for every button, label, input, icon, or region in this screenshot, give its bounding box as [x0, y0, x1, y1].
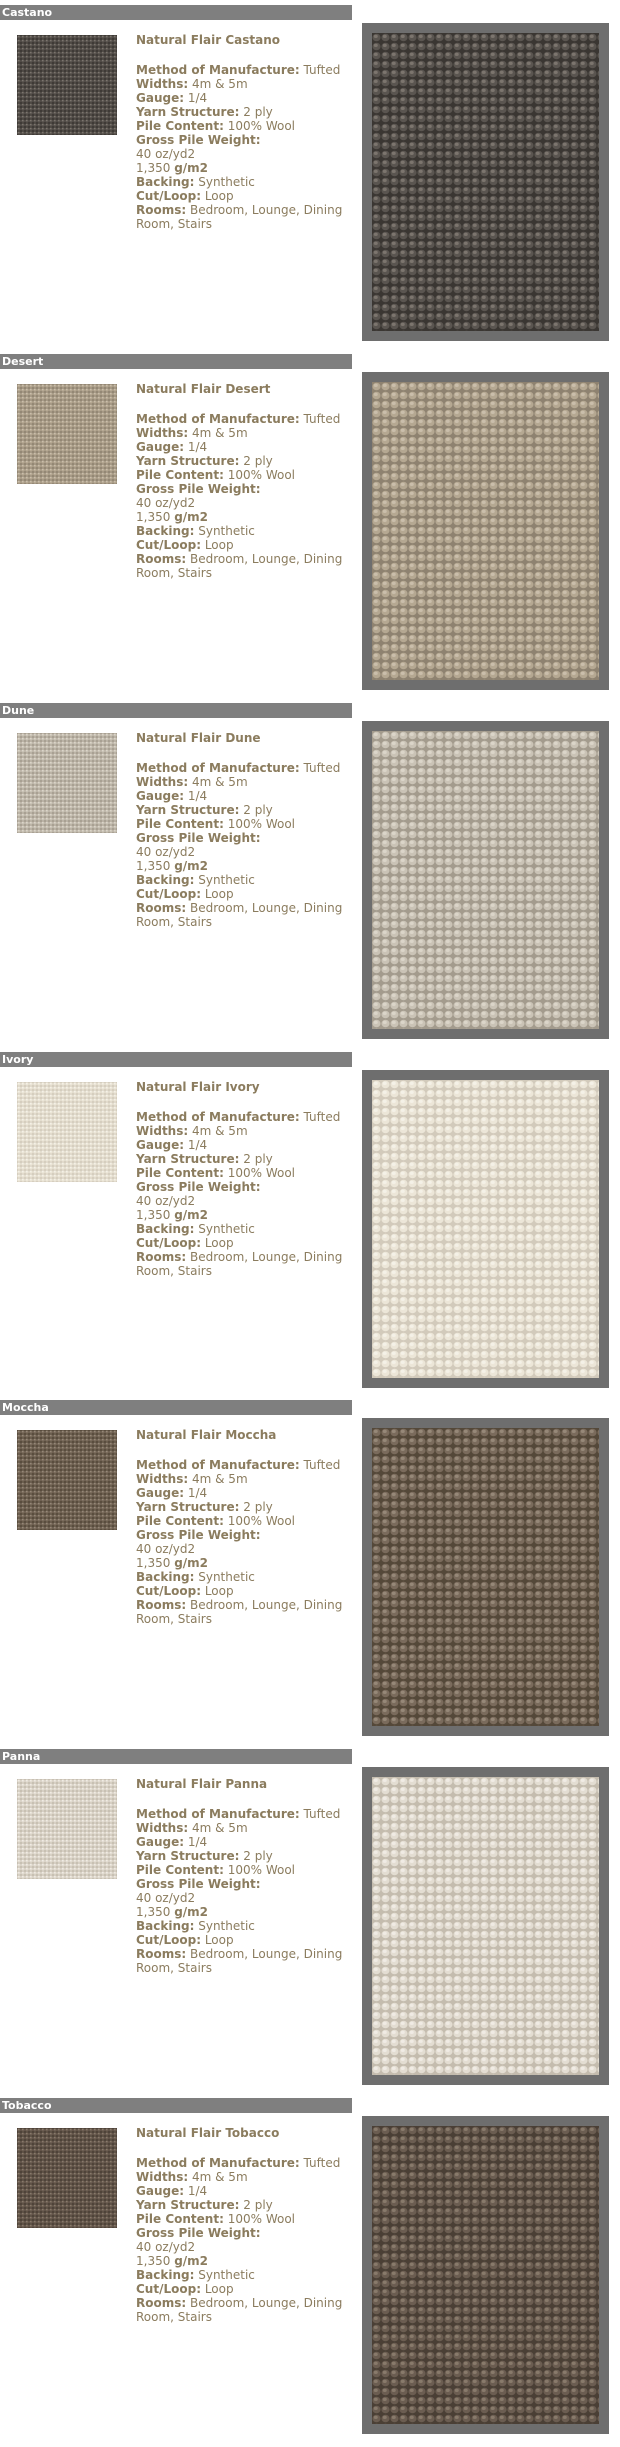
product-photo[interactable] — [372, 2126, 599, 2424]
spec-rooms — [136, 203, 351, 231]
product-thumbnail[interactable] — [17, 384, 117, 484]
spec-weight-oz: 40 oz/yd2 — [136, 1542, 196, 1556]
product-header: Desert — [0, 354, 352, 369]
spec-label: Cut/Loop: — [136, 2282, 201, 2296]
product-thumbnail[interactable] — [17, 1430, 117, 1530]
spec-rooms — [136, 1250, 351, 1278]
spec-label: Rooms: — [136, 552, 187, 566]
spec-value: 1,350 — [136, 510, 171, 524]
knit-texture — [17, 384, 117, 484]
knit-texture — [372, 1080, 599, 1378]
spec-weight-oz: 40 oz/yd2 — [136, 147, 196, 161]
spec-value: Bedroom, Lounge, Dining Room, Stairs — [136, 2296, 343, 2324]
product-title: Natural Flair Dune — [136, 731, 261, 745]
spec-value: 100% Wool — [227, 1514, 296, 1528]
product-section-castano — [0, 5, 620, 353]
spec-weight — [136, 1528, 351, 1542]
spec-value: Tufted — [303, 412, 341, 426]
spec-gauge — [136, 789, 351, 803]
spec-value: Bedroom, Lounge, Dining Room, Stairs — [136, 1250, 343, 1278]
spec-label: Pile Content: — [136, 119, 224, 133]
spec-backing — [136, 1222, 351, 1236]
spec-value: Synthetic — [198, 2268, 255, 2282]
spec-label: Backing: — [136, 1919, 195, 1933]
spec-gauge — [136, 1486, 351, 1500]
spec-backing — [136, 524, 351, 538]
spec-label: Cut/Loop: — [136, 1236, 201, 1250]
spec-unit: g/m2 — [174, 1208, 209, 1222]
spec-value: Bedroom, Lounge, Dining Room, Stairs — [136, 552, 343, 580]
spec-value: 100% Wool — [227, 119, 296, 133]
spec-value: 4m & 5m — [192, 1472, 248, 1486]
spec-label: Backing: — [136, 873, 195, 887]
spec-weight — [136, 2226, 351, 2240]
spec-backing — [136, 1919, 351, 1933]
product-title: Natural Flair Panna — [136, 1777, 268, 1791]
spec-label: Gross Pile Weight: — [136, 1180, 261, 1194]
spec-label: Gauge: — [136, 2184, 185, 2198]
spec-pile — [136, 1166, 351, 1180]
spec-label: Backing: — [136, 175, 195, 189]
spec-label: Cut/Loop: — [136, 189, 201, 203]
knit-texture — [17, 1430, 117, 1530]
carpet-swatch-large — [372, 2126, 599, 2424]
spec-value: 1,350 — [136, 859, 171, 873]
spec-label: Gauge: — [136, 1486, 185, 1500]
spec-value: 1,350 — [136, 1905, 171, 1919]
carpet-swatch-thumbnail — [17, 1082, 117, 1182]
spec-value: 2 ply — [243, 1152, 273, 1166]
carpet-swatch-large — [372, 1080, 599, 1378]
spec-value: Tufted — [303, 761, 341, 775]
spec-unit: g/m2 — [174, 1556, 209, 1570]
spec-label: Yarn Structure: — [136, 1500, 240, 1514]
spec-label: Gross Pile Weight: — [136, 1877, 261, 1891]
spec-value: Tufted — [303, 1110, 341, 1124]
product-photo-frame — [362, 372, 609, 690]
spec-label: Cut/Loop: — [136, 1584, 201, 1598]
product-thumbnail[interactable] — [17, 2128, 117, 2228]
spec-value: 1,350 — [136, 161, 171, 175]
spec-label: Backing: — [136, 2268, 195, 2282]
spec-weight — [136, 482, 351, 496]
spec-value: 100% Wool — [227, 817, 296, 831]
spec-weight-gm2 — [136, 1556, 351, 1570]
spec-widths — [136, 77, 351, 91]
knit-texture — [17, 733, 117, 833]
product-photo-frame — [362, 721, 609, 1039]
spec-label: Method of Manufacture: — [136, 1458, 300, 1472]
knit-texture — [17, 1082, 117, 1182]
spec-label: Cut/Loop: — [136, 887, 201, 901]
spec-weight — [136, 133, 351, 147]
spec-value: 1,350 — [136, 1208, 171, 1222]
product-thumbnail[interactable] — [17, 35, 117, 135]
carpet-swatch-large — [372, 1777, 599, 2075]
product-info — [136, 731, 351, 929]
spec-value: 4m & 5m — [192, 426, 248, 440]
spec-rooms — [136, 2296, 351, 2324]
spec-value: 2 ply — [243, 1500, 273, 1514]
product-title: Natural Flair Desert — [136, 382, 271, 396]
spec-label: Gross Pile Weight: — [136, 1528, 261, 1542]
spec-weight — [136, 1180, 351, 1194]
spec-weight-oz: 40 oz/yd2 — [136, 496, 196, 510]
spec-weight-oz: 40 oz/yd2 — [136, 1891, 196, 1905]
spec-yarn — [136, 1849, 351, 1863]
spec-label: Gross Pile Weight: — [136, 831, 261, 845]
spec-value: Bedroom, Lounge, Dining Room, Stairs — [136, 1598, 343, 1626]
product-photo-frame — [362, 1767, 609, 2085]
spec-label: Yarn Structure: — [136, 803, 240, 817]
spec-weight-oz: 40 oz/yd2 — [136, 1194, 196, 1208]
spec-value: 2 ply — [243, 454, 273, 468]
spec-label: Rooms: — [136, 2296, 187, 2310]
spec-label: Backing: — [136, 1222, 195, 1236]
spec-value: Tufted — [303, 1807, 341, 1821]
spec-widths — [136, 1472, 351, 1486]
spec-label: Yarn Structure: — [136, 1152, 240, 1166]
product-thumbnail[interactable] — [17, 1082, 117, 1182]
spec-label: Rooms: — [136, 1947, 187, 1961]
product-header: Castano — [0, 5, 352, 20]
spec-label: Method of Manufacture: — [136, 2156, 300, 2170]
spec-gauge — [136, 1138, 351, 1152]
spec-weight-gm2 — [136, 1208, 351, 1222]
spec-value: 1/4 — [187, 91, 208, 105]
spec-value: 1,350 — [136, 1556, 171, 1570]
spec-value: 4m & 5m — [192, 775, 248, 789]
product-section-dune — [0, 703, 620, 1051]
product-photo[interactable] — [372, 731, 599, 1029]
spec-label: Gross Pile Weight: — [136, 482, 261, 496]
product-photo-frame — [362, 1418, 609, 1736]
spec-label: Pile Content: — [136, 1514, 224, 1528]
spec-value: 2 ply — [243, 1849, 273, 1863]
spec-unit: g/m2 — [174, 161, 209, 175]
spec-label: Rooms: — [136, 1250, 187, 1264]
spec-yarn — [136, 1500, 351, 1514]
spec-weight — [136, 1877, 351, 1891]
spec-label: Gauge: — [136, 91, 185, 105]
spec-value: 1/4 — [187, 789, 208, 803]
spec-value: 4m & 5m — [192, 2170, 248, 2184]
spec-backing — [136, 1570, 351, 1584]
spec-manufacture — [136, 761, 351, 775]
product-photo[interactable] — [372, 1080, 599, 1378]
spec-manufacture — [136, 2156, 351, 2170]
spec-label: Widths: — [136, 1124, 189, 1138]
spec-label: Widths: — [136, 1472, 189, 1486]
spec-label: Yarn Structure: — [136, 2198, 240, 2212]
spec-label: Widths: — [136, 2170, 189, 2184]
spec-cutloop — [136, 1236, 351, 1250]
spec-rooms — [136, 1947, 351, 1975]
knit-texture — [372, 382, 599, 680]
product-header: Tobacco — [0, 2098, 352, 2113]
spec-yarn — [136, 2198, 351, 2212]
spec-yarn — [136, 803, 351, 817]
spec-label: Gross Pile Weight: — [136, 2226, 261, 2240]
spec-value: Loop — [204, 1584, 234, 1598]
spec-pile — [136, 119, 351, 133]
spec-value: Synthetic — [198, 175, 255, 189]
spec-label: Gauge: — [136, 440, 185, 454]
spec-label: Method of Manufacture: — [136, 1807, 300, 1821]
spec-value: Synthetic — [198, 873, 255, 887]
spec-label: Yarn Structure: — [136, 105, 240, 119]
spec-weight-gm2 — [136, 510, 351, 524]
spec-label: Method of Manufacture: — [136, 761, 300, 775]
spec-value: 100% Wool — [227, 2212, 296, 2226]
spec-weight-gm2 — [136, 1905, 351, 1919]
spec-label: Gauge: — [136, 789, 185, 803]
spec-value: Synthetic — [198, 1919, 255, 1933]
spec-widths — [136, 426, 351, 440]
spec-gauge — [136, 440, 351, 454]
spec-unit: g/m2 — [174, 859, 209, 873]
product-photo-frame — [362, 2116, 609, 2434]
product-info — [136, 1080, 351, 1278]
spec-value: 1/4 — [187, 1138, 208, 1152]
spec-pile — [136, 2212, 351, 2226]
spec-value: Bedroom, Lounge, Dining Room, Stairs — [136, 901, 343, 929]
spec-weight-oz: 40 oz/yd2 — [136, 2240, 196, 2254]
spec-weight-gm2 — [136, 859, 351, 873]
spec-cutloop — [136, 887, 351, 901]
carpet-swatch-thumbnail — [17, 1430, 117, 1530]
spec-value: Synthetic — [198, 524, 255, 538]
product-title: Natural Flair Castano — [136, 33, 281, 47]
spec-value: Tufted — [303, 1458, 341, 1472]
spec-label: Rooms: — [136, 1598, 187, 1612]
knit-texture — [17, 2128, 117, 2228]
spec-value: 4m & 5m — [192, 1821, 248, 1835]
spec-value: 1/4 — [187, 2184, 208, 2198]
spec-gauge — [136, 91, 351, 105]
spec-value: 1/4 — [187, 440, 208, 454]
spec-pile — [136, 817, 351, 831]
spec-label: Method of Manufacture: — [136, 63, 300, 77]
product-photo[interactable] — [372, 1777, 599, 2075]
spec-manufacture — [136, 1458, 351, 1472]
spec-widths — [136, 1821, 351, 1835]
spec-pile — [136, 468, 351, 482]
spec-label: Rooms: — [136, 203, 187, 217]
product-info — [136, 33, 351, 231]
product-header: Dune — [0, 703, 352, 718]
spec-widths — [136, 1124, 351, 1138]
spec-label: Gross Pile Weight: — [136, 133, 261, 147]
spec-value: Tufted — [303, 2156, 341, 2170]
spec-label: Pile Content: — [136, 817, 224, 831]
spec-value: 1/4 — [187, 1835, 208, 1849]
product-thumbnail[interactable] — [17, 733, 117, 833]
spec-value: 1,350 — [136, 2254, 171, 2268]
product-info — [136, 1428, 351, 1626]
spec-label: Widths: — [136, 775, 189, 789]
spec-label: Widths: — [136, 77, 189, 91]
product-thumbnail[interactable] — [17, 1779, 117, 1879]
spec-value: Loop — [204, 538, 234, 552]
spec-manufacture — [136, 412, 351, 426]
knit-texture — [372, 33, 599, 331]
carpet-swatch-thumbnail — [17, 2128, 117, 2228]
spec-gauge — [136, 1835, 351, 1849]
spec-label: Pile Content: — [136, 1166, 224, 1180]
spec-label: Widths: — [136, 1821, 189, 1835]
knit-texture — [372, 1777, 599, 2075]
spec-rooms — [136, 901, 351, 929]
product-photo[interactable] — [372, 382, 599, 680]
spec-value: 100% Wool — [227, 1166, 296, 1180]
spec-label: Cut/Loop: — [136, 1933, 201, 1947]
spec-label: Gauge: — [136, 1835, 185, 1849]
spec-pile — [136, 1863, 351, 1877]
spec-label: Rooms: — [136, 901, 187, 915]
product-section-ivory — [0, 1052, 620, 1400]
spec-rooms — [136, 1598, 351, 1626]
spec-value: Loop — [204, 2282, 234, 2296]
spec-unit: g/m2 — [174, 2254, 209, 2268]
spec-weight-gm2 — [136, 2254, 351, 2268]
carpet-swatch-large — [372, 1428, 599, 1726]
spec-label: Pile Content: — [136, 1863, 224, 1877]
spec-value: Synthetic — [198, 1222, 255, 1236]
product-title: Natural Flair Moccha — [136, 1428, 277, 1442]
spec-backing — [136, 2268, 351, 2282]
spec-value: 2 ply — [243, 105, 273, 119]
spec-manufacture — [136, 1807, 351, 1821]
spec-cutloop — [136, 2282, 351, 2296]
spec-unit: g/m2 — [174, 1905, 209, 1919]
product-section-panna — [0, 1749, 620, 2097]
spec-widths — [136, 775, 351, 789]
product-photo[interactable] — [372, 1428, 599, 1726]
spec-label: Backing: — [136, 524, 195, 538]
spec-value: Loop — [204, 887, 234, 901]
knit-texture — [372, 1428, 599, 1726]
carpet-swatch-thumbnail — [17, 1779, 117, 1879]
knit-texture — [372, 2126, 599, 2424]
spec-yarn — [136, 454, 351, 468]
spec-label: Gauge: — [136, 1138, 185, 1152]
spec-label: Backing: — [136, 1570, 195, 1584]
spec-label: Pile Content: — [136, 2212, 224, 2226]
spec-label: Widths: — [136, 426, 189, 440]
spec-value: Loop — [204, 1236, 234, 1250]
spec-gauge — [136, 2184, 351, 2198]
product-photo-frame — [362, 1070, 609, 1388]
spec-manufacture — [136, 1110, 351, 1124]
carpet-swatch-thumbnail — [17, 384, 117, 484]
product-info — [136, 2126, 351, 2324]
spec-value: 4m & 5m — [192, 1124, 248, 1138]
spec-label: Method of Manufacture: — [136, 1110, 300, 1124]
spec-value: Synthetic — [198, 1570, 255, 1584]
spec-value: Bedroom, Lounge, Dining Room, Stairs — [136, 1947, 343, 1975]
spec-label: Method of Manufacture: — [136, 412, 300, 426]
product-photo[interactable] — [372, 33, 599, 331]
spec-rooms — [136, 552, 351, 580]
product-header: Moccha — [0, 1400, 352, 1415]
spec-value: 2 ply — [243, 2198, 273, 2212]
spec-value: Bedroom, Lounge, Dining Room, Stairs — [136, 203, 343, 231]
product-section-tobacco — [0, 2098, 620, 2446]
spec-weight-gm2 — [136, 161, 351, 175]
spec-value: Tufted — [303, 63, 341, 77]
carpet-swatch-thumbnail — [17, 733, 117, 833]
product-header: Panna — [0, 1749, 352, 1764]
spec-value: Loop — [204, 189, 234, 203]
spec-value: 100% Wool — [227, 1863, 296, 1877]
spec-cutloop — [136, 538, 351, 552]
spec-label: Cut/Loop: — [136, 538, 201, 552]
product-photo-frame — [362, 23, 609, 341]
spec-label: Pile Content: — [136, 468, 224, 482]
carpet-swatch-large — [372, 731, 599, 1029]
spec-widths — [136, 2170, 351, 2184]
spec-cutloop — [136, 1933, 351, 1947]
knit-texture — [372, 731, 599, 1029]
spec-backing — [136, 873, 351, 887]
product-info — [136, 382, 351, 580]
spec-value: 1/4 — [187, 1486, 208, 1500]
product-title: Natural Flair Ivory — [136, 1080, 260, 1094]
spec-value: 2 ply — [243, 803, 273, 817]
spec-weight — [136, 831, 351, 845]
spec-weight-oz: 40 oz/yd2 — [136, 845, 196, 859]
knit-texture — [17, 35, 117, 135]
carpet-swatch-large — [372, 33, 599, 331]
spec-value: Loop — [204, 1933, 234, 1947]
spec-yarn — [136, 105, 351, 119]
spec-label: Yarn Structure: — [136, 454, 240, 468]
product-section-desert — [0, 354, 620, 702]
knit-texture — [17, 1779, 117, 1879]
spec-pile — [136, 1514, 351, 1528]
spec-value: 100% Wool — [227, 468, 296, 482]
spec-value: 4m & 5m — [192, 77, 248, 91]
product-section-moccha — [0, 1400, 620, 1748]
spec-cutloop — [136, 189, 351, 203]
product-info — [136, 1777, 351, 1975]
spec-backing — [136, 175, 351, 189]
product-header: Ivory — [0, 1052, 352, 1067]
spec-unit: g/m2 — [174, 510, 209, 524]
spec-cutloop — [136, 1584, 351, 1598]
spec-manufacture — [136, 63, 351, 77]
product-title: Natural Flair Tobacco — [136, 2126, 280, 2140]
spec-label: Yarn Structure: — [136, 1849, 240, 1863]
carpet-swatch-thumbnail — [17, 35, 117, 135]
carpet-swatch-large — [372, 382, 599, 680]
spec-yarn — [136, 1152, 351, 1166]
